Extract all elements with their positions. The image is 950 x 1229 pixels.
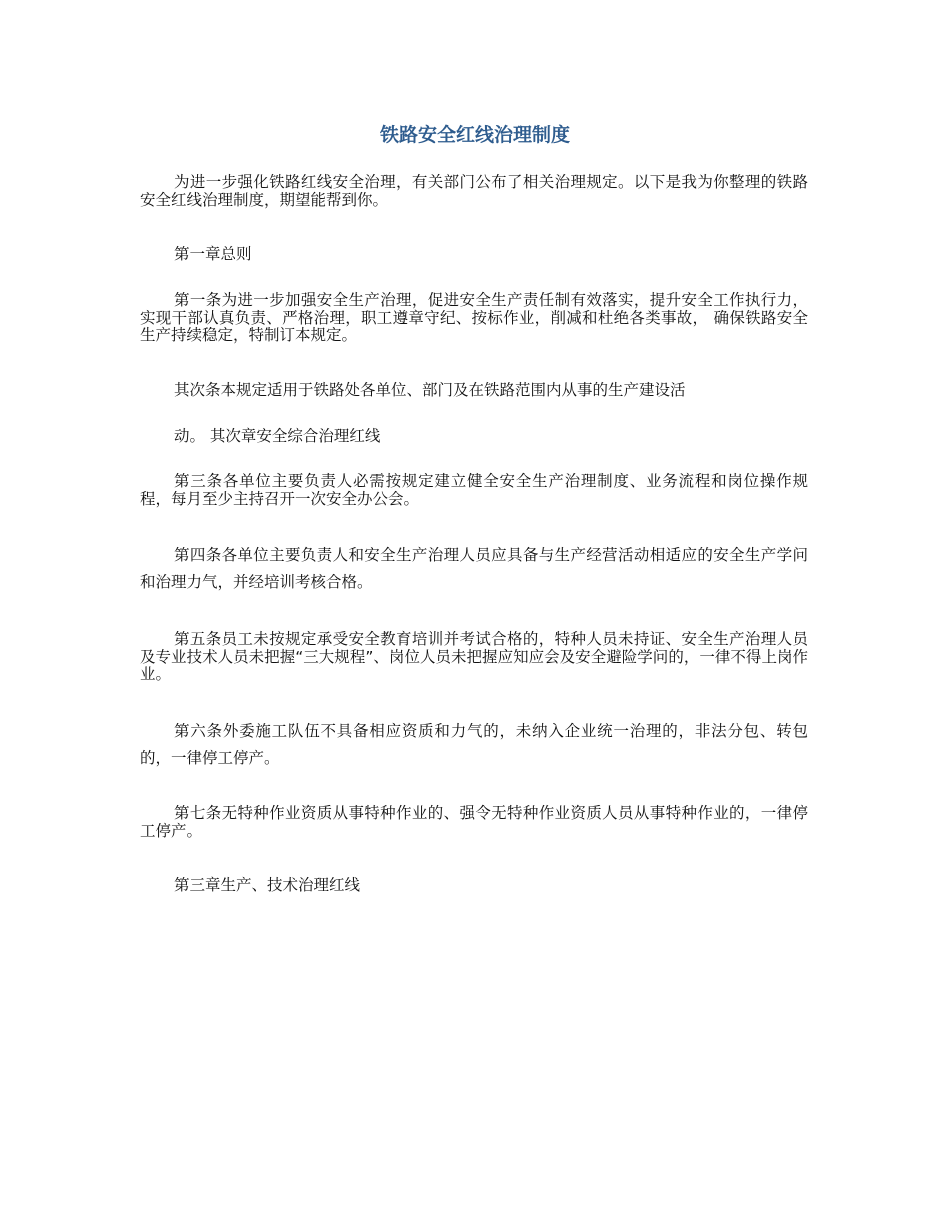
chapter-3-heading: 第三章生产、技术治理红线 [174,876,361,894]
article-2-paragraph: 其次条本规定适用于铁路处各单位、部门及在铁路范围内从事的生产建设活 [174,381,686,399]
article-2-continuation: 动。 其次章安全综合治理红线 [174,427,381,445]
article-7-paragraph: 第七条无特种作业资质从事特种作业的、强令无特种作业资质人员从事特种作业的，一律停工停产。 [140,804,808,840]
document-title: 铁路安全红线治理制度 [379,124,570,146]
article-4-paragraph: 第四条各单位主要负责人和安全生产治理人员应具备与生产经营活动相适应的安全生产学问和治理力气，并经培训考核合格。 [140,546,808,591]
article-3-paragraph: 第三条各单位主要负责人必需按规定建立健全安全生产治理制度、业务流程和岗位操作规程，每月至少主持召开一次安全办公会。 [140,472,808,508]
chapter-1-heading: 第一章总则 [174,245,252,263]
article-5-paragraph: 第五条员工未按规定承受安全教育培训并考试合格的，特种人员未持证、安全生产治理人员及专业技术人员未把握“三大规程”、岗位人员未把握应知应会及安全避险学问的，一律不得上岗作业。 [140,630,808,683]
intro-paragraph: 为进一步强化铁路红线安全治理，有关部门公布了相关治理规定。以下是我为你整理的铁路安全红线治理制度，期望能帮到你。 [140,173,808,209]
article-1-paragraph: 第一条为进一步加强安全生产治理，促进安全生产责任制有效落实，提升安全工作执行力，实现干部认真负责、严格治理，职工遵章守纪、按标作业，削减和杜绝各类事故， 确保铁路安全生产持续稳定，特制订本规定。 [140,291,808,344]
article-6-paragraph: 第六条外委施工队伍不具备相应资质和力气的，未纳入企业统一治理的，非法分包、转包的，一律停工停产。 [140,722,808,767]
